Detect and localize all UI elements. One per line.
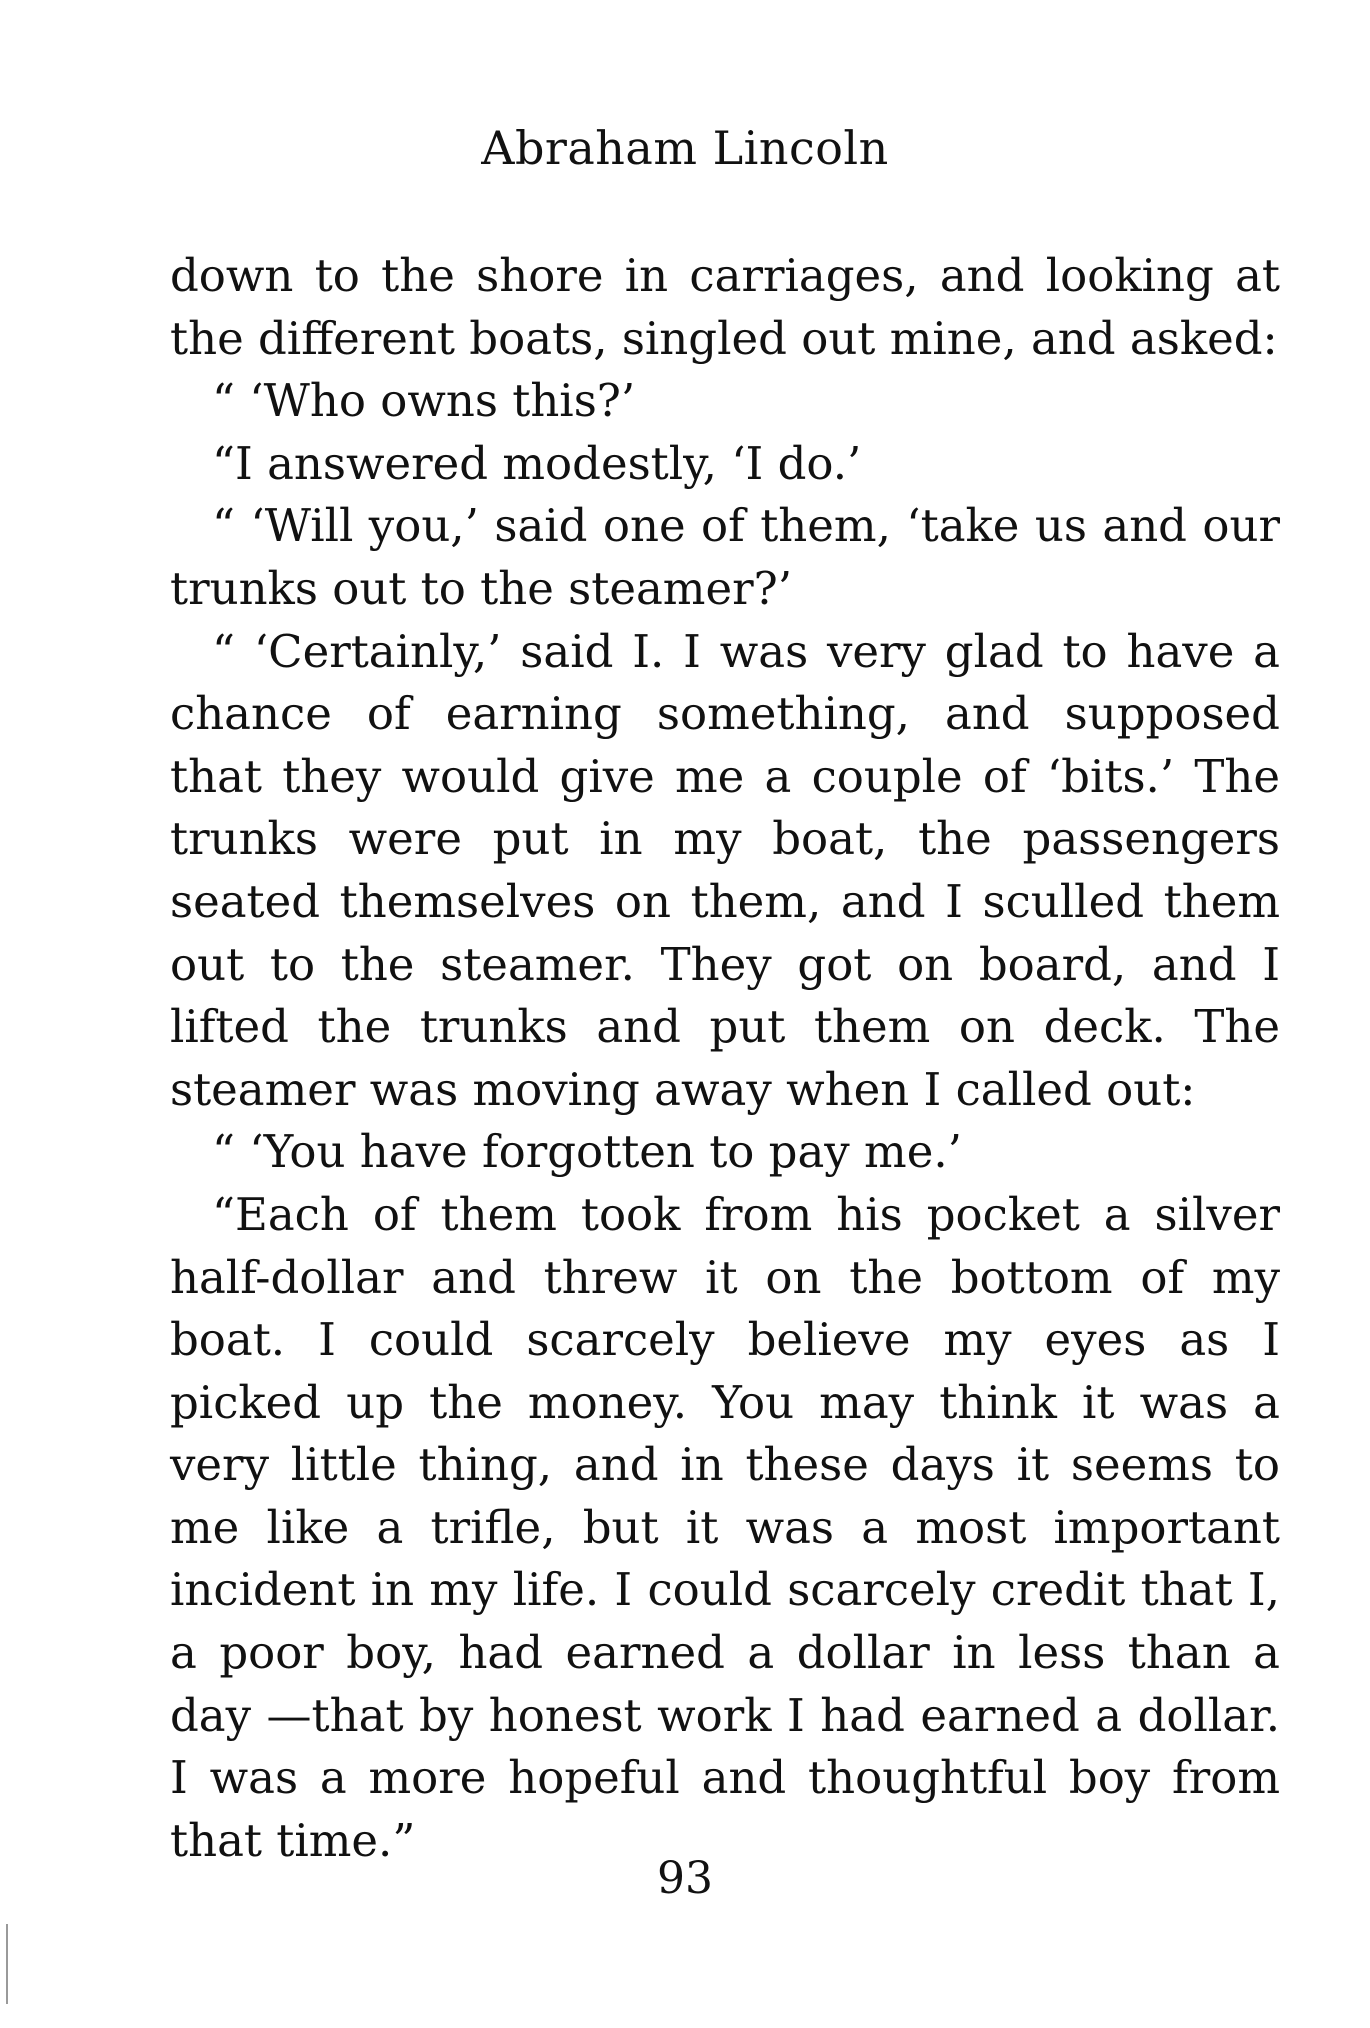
- paragraph-continued: down to the shore in carriages, and looking at the different boats, singled out mine, and asked:: [170, 249, 1280, 365]
- paragraph: “ ‘Will you,’ said one of them, ‘take us and our trunks out to the steamer?’: [170, 499, 1280, 615]
- paragraph: “Each of them took from his pocket a silver half-dollar and threw it on the bottom of my boat. I could scarcely believe my eyes as I picked up the money. You may think it was a very little thing, and in these days it seems to me like a trifle, but it was a most important incident in my life. I could scarcely credit that I, a poor boy, had earned a dollar in less than a day —that by honest work I had earned a dollar. I was a more hopeful and thoughtful boy from that time.”: [170, 1187, 1280, 1867]
- running-head-title: Abraham Lincoln: [481, 121, 889, 175]
- page-number: 93: [657, 1853, 713, 1904]
- paragraph: “I answered modestly, ‘I do.’: [212, 436, 862, 490]
- body-text: [170, 245, 1280, 1872]
- paragraph: “ ‘Certainly,’ said I. I was very glad to have a chance of earning something, and supposed that they would give me a couple of ‘bits.’ The trunks were put in my boat, the passengers seated themselves on them, and I sculled them out to the steamer. They got on board, and I lifted the trunks and put them on deck. The steamer was moving away when I called out:: [170, 624, 1280, 1116]
- paragraph: “ ‘Who owns this?’: [212, 374, 636, 428]
- paragraph: “ ‘You have forgotten to pay me.’: [212, 1125, 962, 1179]
- scan-edge-mark: [6, 1924, 8, 2004]
